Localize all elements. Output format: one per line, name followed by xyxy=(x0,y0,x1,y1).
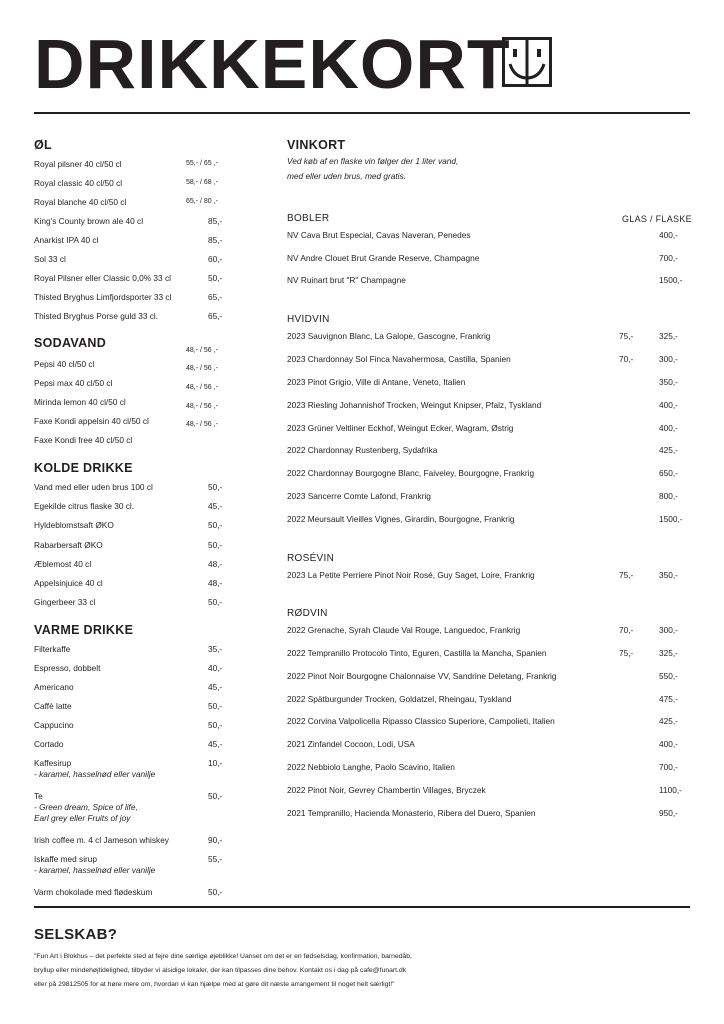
varme-heading: VARME DRIKKE xyxy=(34,623,134,637)
wine-item-name: 2023 Pinot Grigio, Ville di Antane, Veneto, Italien xyxy=(287,377,466,387)
selskab-heading: SELSKAB? xyxy=(34,926,118,943)
wine-item-name: 2022 Pinot Noir Bourgogne Chalonnaise VV, Sandrine Deletang, Frankrig xyxy=(287,671,557,681)
wine-item-name: 2023 Sancerre Comte Lafond, Frankrig xyxy=(287,491,431,501)
cold-drink-name: Egekilde citrus flaske 30 cl. xyxy=(34,501,135,511)
soda-item-name: Pepsi max 40 cl/50 cl xyxy=(34,378,113,388)
hot-drink-name: Kaffesirup xyxy=(34,758,72,768)
wine-bottle-price: 425,- xyxy=(659,445,678,455)
wine-bottle-price: 350,- xyxy=(659,377,678,387)
beer-item-name: Royal classic 40 cl/50 cl xyxy=(34,178,123,188)
wine-item-name: NV Ruinart brut "R" Champagne xyxy=(287,275,406,285)
wine-bottle-price: 1100,- xyxy=(659,785,682,795)
wine-bottle-price: 400,- xyxy=(659,400,678,410)
cold-drink-price: 48,- xyxy=(208,578,223,588)
wine-section-heading: ROSÉVIN xyxy=(287,553,335,564)
wine-item-name: 2022 Pinot Noir, Gevrey Chambertin Villages, Bryczek xyxy=(287,785,486,795)
wine-item-name: 2021 Zinfandel Cocoon, Lodi, USA xyxy=(287,739,415,749)
beer-item-price: 58,- / 68 ,- xyxy=(186,179,218,186)
hot-drink-price: 10,- xyxy=(208,758,223,768)
top-divider xyxy=(34,112,690,114)
hot-drink-option: - karamel, hasselnød eller vanilje xyxy=(34,865,156,875)
cold-drink-price: 50,- xyxy=(208,520,223,530)
beer-item-name: King's County brown ale 40 cl xyxy=(34,216,144,226)
soda-item-name: Faxe Kondi free 40 cl/50 cl xyxy=(34,435,133,445)
wine-section-heading: HVIDVIN xyxy=(287,314,330,325)
soda-item-price: 48,- / 56 ,- xyxy=(186,421,218,428)
wine-item-name: 2022 Grenache, Syrah Claude Val Rouge, Languedoc, Frankrig xyxy=(287,625,521,635)
cold-drink-price: 50,- xyxy=(208,540,223,550)
hot-drink-price: 90,- xyxy=(208,835,223,845)
hot-drink-name: Iskaffe med sirup xyxy=(34,854,98,864)
wine-glass-price: 70,- xyxy=(619,625,634,635)
soda-item-price: 48,- / 56 ,- xyxy=(186,365,218,372)
soda-item-price: 48,- / 56 ,- xyxy=(186,403,218,410)
hot-drink-price: 45,- xyxy=(208,682,223,692)
hot-drink-price: 50,- xyxy=(208,791,223,801)
beer-item-price: 65,- xyxy=(208,311,223,321)
beer-item-name: Sol 33 cl xyxy=(34,254,66,264)
wine-bottle-price: 325,- xyxy=(659,648,678,658)
wine-bottle-price: 300,- xyxy=(659,354,678,364)
wine-bottle-price: 1500,- xyxy=(659,514,683,524)
hot-drink-price: 50,- xyxy=(208,887,223,897)
wine-bottle-price: 1500,- xyxy=(659,275,683,285)
vinkort-intro: med eller uden brus, med gratis. xyxy=(287,171,406,181)
vinkort-intro: Ved køb af en flaske vin følger der 1 liter vand, xyxy=(287,156,459,166)
wine-item-name: 2023 Grüner Veltliner Eckhof, Weingut Ecker, Wagram, Østrig xyxy=(287,423,514,433)
hot-drink-name: Filterkaffe xyxy=(34,644,71,654)
wine-item-name: 2023 Sauvignon Blanc, La Galope, Gascogne, Frankrig xyxy=(287,331,491,341)
wine-item-name: 2023 Chardonnay Sol Finca Navahermosa, Castilla, Spanien xyxy=(287,354,511,364)
beer-item-name: Royal Pilsner eller Classic 0,0% 33 cl xyxy=(34,273,171,283)
cold-drink-price: 50,- xyxy=(208,482,223,492)
wine-glass-price: 75,- xyxy=(619,570,634,580)
wine-bottle-price: 550,- xyxy=(659,671,678,681)
wine-glass-price: 70,- xyxy=(619,354,634,364)
hot-drink-option: - karamel, hasselnød eller vanilje xyxy=(34,769,156,779)
hot-drink-price: 40,- xyxy=(208,663,223,673)
wine-bottle-price: 950,- xyxy=(659,808,678,818)
hot-drink-name: Varm chokolade med flødeskum xyxy=(34,887,153,897)
beer-item-price: 55,- / 65 ,- xyxy=(186,160,218,167)
wine-item-name: 2022 Chardonnay Bourgogne Blanc, Faiveley, Bourgogne, Frankrig xyxy=(287,468,535,478)
cold-drink-name: Hyldeblomstsaft ØKO xyxy=(34,520,114,530)
wine-bottle-price: 425,- xyxy=(659,716,678,726)
selskab-line: "Fun Art i Blokhus – det perfekte sted at fejre dine særlige øjeblikke! Uanset om det er en fødselsdag, konfirmation, barnedåb, xyxy=(34,953,412,960)
wine-item-name: 2022 Nebbiolo Langhe, Paolo Scavino, Italien xyxy=(287,762,455,772)
beer-item-name: Royal pilsner 40 cl/50 cl xyxy=(34,159,122,169)
smiley-face-logo-icon xyxy=(502,37,552,87)
hot-drink-name: Te xyxy=(34,791,43,801)
beer-item-name: Thisted Bryghus Limfjordsporter 33 cl xyxy=(34,292,172,302)
cold-drink-name: Appelsinjuice 40 cl xyxy=(34,578,103,588)
hot-drink-price: 50,- xyxy=(208,701,223,711)
wine-bottle-price: 800,- xyxy=(659,491,678,501)
hot-drink-name: Cortado xyxy=(34,739,64,749)
wine-item-name: 2023 La Petite Perriere Pinot Noir Rosé, Guy Saget, Loire, Frankrig xyxy=(287,570,535,580)
hot-drink-price: 45,- xyxy=(208,739,223,749)
hot-drink-price: 50,- xyxy=(208,720,223,730)
selskab-line: eller på 29812505 for at høre mere om, hvordan vi kan hjælpe med at gøre dit næste arrangement til noget helt særligt!" xyxy=(34,981,395,988)
selskab-text xyxy=(34,950,694,992)
wine-bottle-price: 700,- xyxy=(659,253,678,263)
kolde-heading: KOLDE DRIKKE xyxy=(34,461,133,475)
cold-drink-name: Gingerbeer 33 cl xyxy=(34,597,96,607)
wine-glass-price: 75,- xyxy=(619,331,634,341)
sodavand-heading: SODAVAND xyxy=(34,336,107,350)
hot-drink-name: Cappucino xyxy=(34,720,74,730)
page-title: DRIKKEKORT xyxy=(34,25,511,103)
glas-flaske-header: GLAS / FLASKE xyxy=(622,214,692,224)
wine-item-name: 2022 Chardonnay Rustenberg, Sydafrika xyxy=(287,445,438,455)
cold-drink-price: 50,- xyxy=(208,597,223,607)
wine-item-name: NV Cava Brut Especial, Cavas Naveran, Penedes xyxy=(287,230,471,240)
beer-item-name: Anarkist IPA 40 cl xyxy=(34,235,99,245)
wine-item-name: 2022 Spätburgunder Trocken, Goldatzel, Rheingau, Tyskland xyxy=(287,694,512,704)
wine-bottle-price: 650,- xyxy=(659,468,678,478)
hot-drink-option: - Green dream, Spice of life, xyxy=(34,802,138,812)
soda-item-name: Mirinda lemon 40 cl/50 cl xyxy=(34,397,126,407)
hot-drink-name: Espresso, dobbelt xyxy=(34,663,101,673)
hot-drink-name: Caffè latte xyxy=(34,701,72,711)
wine-bottle-price: 400,- xyxy=(659,230,678,240)
hot-drink-name: Irish coffee m. 4 cl Jameson whiskey xyxy=(34,835,169,845)
wine-item-name: 2022 Meursault Vieilles Vignes, Girardin, Bourgogne, Frankrig xyxy=(287,514,515,524)
soda-item-price: 48,- / 56 ,- xyxy=(186,384,218,391)
wine-bottle-price: 475,- xyxy=(659,694,678,704)
soda-item-name: Pepsi 40 cl/50 cl xyxy=(34,359,95,369)
wine-item-name: 2022 Corvina Valpolicella Ripasso Classico Superiore, Campolieti, Italien xyxy=(287,716,555,726)
wine-bottle-price: 700,- xyxy=(659,762,678,772)
cold-drink-name: Vand med eller uden brus 100 cl xyxy=(34,482,153,492)
ol-heading: ØL xyxy=(34,138,52,152)
wine-bottle-price: 400,- xyxy=(659,739,678,749)
vinkort-heading: VINKORT xyxy=(287,138,346,152)
wine-bottle-price: 325,- xyxy=(659,331,678,341)
selskab-line: bryllup eller mindehøjtidelighed, tilbyder vi alsidige lokaler, der kan tilpasses dine behov. Kontakt os i dag på cafe@funart.dk xyxy=(34,967,407,974)
wine-item-name: NV Andre Clouet Brut Grande Reserve, Champagne xyxy=(287,253,480,263)
cold-drink-price: 45,- xyxy=(208,501,223,511)
cold-drink-price: 48,- xyxy=(208,559,223,569)
wine-item-name: 2022 Tempranillo Protocolo Tinto, Eguren, Castilla la Mancha, Spanien xyxy=(287,648,547,658)
wine-glass-price: 75,- xyxy=(619,648,634,658)
beer-item-price: 65,- / 80 ,- xyxy=(186,198,218,205)
wine-item-name: 2023 Riesling Johannishof Trocken, Weingut Knipser, Pfalz, Tyskland xyxy=(287,400,542,410)
hot-drink-name: Americano xyxy=(34,682,74,692)
beer-item-price: 65,- xyxy=(208,292,223,302)
wine-bottle-price: 400,- xyxy=(659,423,678,433)
cold-drink-name: Æblemost 40 cl xyxy=(34,559,92,569)
hot-drink-option: Earl grey eller Fruits of joy xyxy=(34,813,131,823)
beer-item-name: Royal blanche 40 cl/50 cl xyxy=(34,197,127,207)
beer-item-price: 85,- xyxy=(208,216,223,226)
wine-section-heading: BOBLER xyxy=(287,213,330,224)
wine-section-heading: RØDVIN xyxy=(287,608,328,619)
wine-item-name: 2021 Tempranillo, Hacienda Monasterio, Ribera del Duero, Spanien xyxy=(287,808,536,818)
beer-item-price: 50,- xyxy=(208,273,223,283)
beer-item-price: 60,- xyxy=(208,254,223,264)
bottom-divider xyxy=(34,906,690,908)
soda-item-price: 48,- / 56 ,- xyxy=(186,347,218,354)
cold-drink-name: Rabarbersaft ØKO xyxy=(34,540,103,550)
wine-bottle-price: 300,- xyxy=(659,625,678,635)
beer-item-price: 85,- xyxy=(208,235,223,245)
soda-item-name: Faxe Kondi appelsin 40 cl/50 cl xyxy=(34,416,149,426)
wine-bottle-price: 350,- xyxy=(659,570,678,580)
beer-item-name: Thisted Bryghus Porse guld 33 cl. xyxy=(34,311,159,321)
hot-drink-price: 35,- xyxy=(208,644,223,654)
hot-drink-price: 55,- xyxy=(208,854,223,864)
